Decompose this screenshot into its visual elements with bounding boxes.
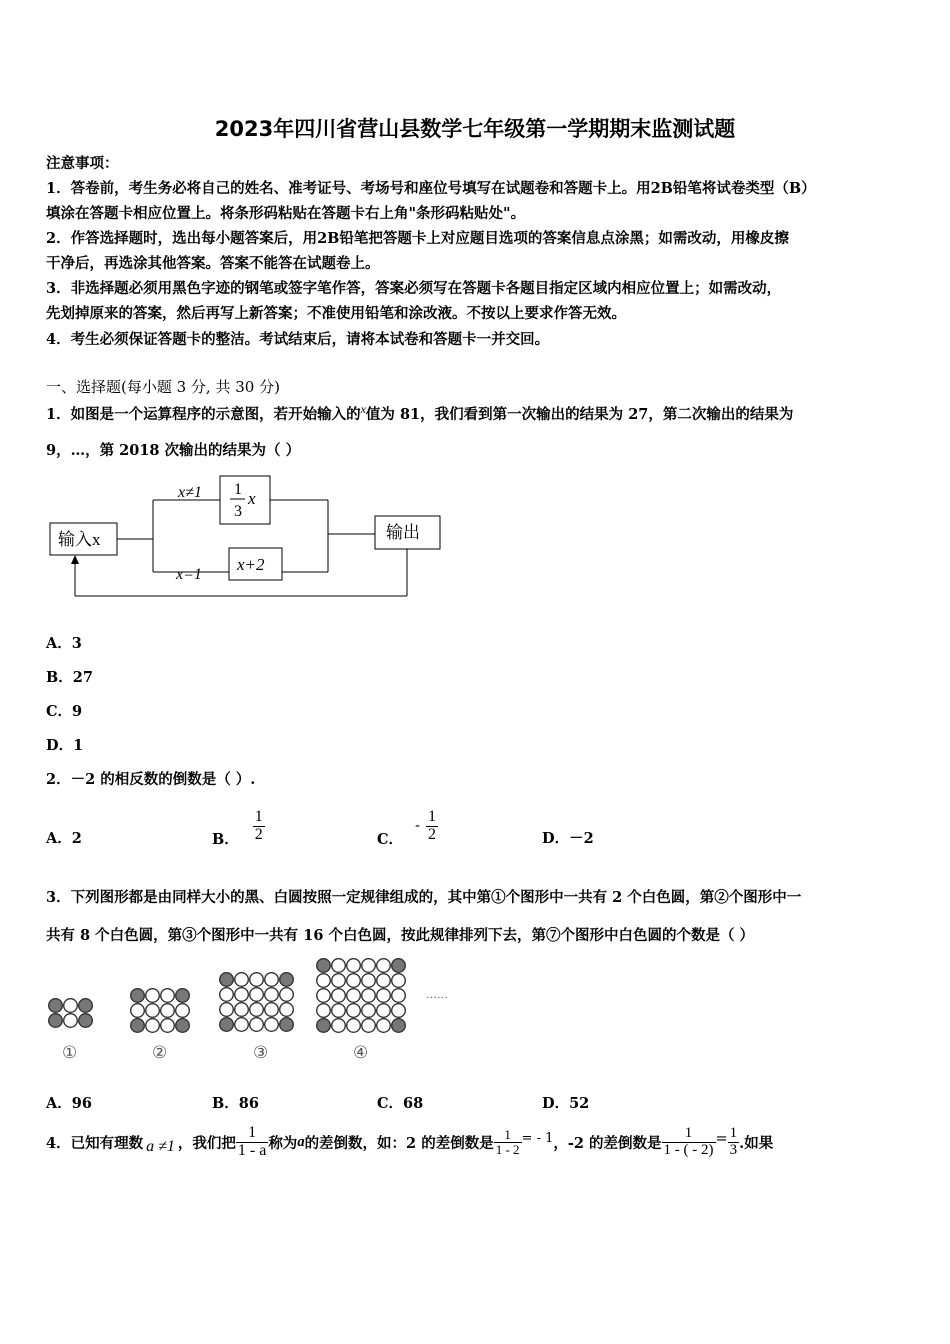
white-circle [332,1004,346,1018]
q2-option-a[interactable]: A．2 [46,830,82,847]
white-circle [317,1004,331,1018]
black-circle [49,999,63,1013]
black-circle [220,973,234,987]
q3-circle-patterns [40,950,470,1065]
frac-num: 1 [234,481,242,498]
output-label: 输出 [386,523,420,542]
notice-line: 4．考生必须保证答题卡的整洁。考试结束后，请将本试卷和答题卡一并交回。 [46,331,550,348]
black-circle [131,1019,145,1033]
white-circle [347,959,361,973]
q2-option-d[interactable]: D．－2 [542,830,594,847]
q2-stem: 2．－2 的相反数的倒数是（ ）. [46,771,256,788]
white-circle [146,1004,160,1018]
white-circle [362,959,376,973]
page-title: 2023年四川省营山县数学七年级第一学期期末监测试题 [214,117,736,141]
black-circle [49,1014,63,1028]
q2-option-b[interactable]: B． $\frac{1}{2}$ [212,807,263,848]
q3-option-d[interactable]: D．52 [542,1095,590,1112]
figure-label-3: ③ [253,1043,269,1062]
white-circle [392,989,406,1003]
q3-stem-line2: 共有 8 个白色圆，第③个图形中一共有 16 个白色圆，按此规律排列下去，第⑦个图形中白色圆的个数是（ ） [46,927,755,944]
white-circle [235,1003,249,1017]
white-circle [377,974,391,988]
white-circle [235,1018,249,1032]
q2-option-c[interactable]: C． - $\frac{1}{2}$ [377,807,436,848]
black-circle [79,1014,93,1028]
white-circle [347,989,361,1003]
add-label: x+2 [237,555,265,574]
white-circle [250,1018,264,1032]
q3-option-c[interactable]: C．68 [377,1095,424,1112]
white-circle [332,974,346,988]
black-circle [280,1018,294,1032]
frac-var: x [248,489,256,508]
black-circle [79,999,93,1013]
white-circle [332,1019,346,1033]
white-circle [161,989,175,1003]
black-circle [220,1018,234,1032]
white-circle [377,1004,391,1018]
white-circle [146,989,160,1003]
notice-line: 先划掉原来的答案，然后再写上新答案；不准使用铅笔和涂改液。不按以上要求作答无效。 [46,305,626,322]
ellipsis: …… [426,989,448,1001]
black-circle [131,989,145,1003]
white-circle [362,974,376,988]
white-circle [250,973,264,987]
white-circle [64,1014,78,1028]
notice-line: 1．答卷前，考生务必将自己的姓名、准考证号、考场号和座位号填写在试题卷和答题卡上。用2B铅笔将试卷类型（B） [46,180,816,197]
cond-top: x≠1 [178,484,202,501]
white-circle [220,988,234,1002]
white-circle [347,1004,361,1018]
cond-bottom: x=1 [176,566,202,583]
figure-label-2: ② [152,1043,168,1062]
notice-line: 干净后，再选涂其他答案。答案不能答在试题卷上。 [46,255,380,272]
black-circle [392,1019,406,1033]
divide-box [220,476,270,524]
white-circle [392,1004,406,1018]
section-heading: 一、选择题(每小题 3 分, 共 30 分) [46,378,280,396]
white-circle [250,1003,264,1017]
white-circle [265,1018,279,1032]
white-circle [377,989,391,1003]
q3-option-a[interactable]: A．96 [46,1095,92,1112]
q1-stem-line1: 1．如图是一个运算程序的示意图，若开始输入的$^x$值为 81，我们看到第一次输出的结果为 27，第二次输出的结果为 [46,402,794,423]
white-circle [332,959,346,973]
q1-option-a[interactable]: A．3 [46,635,82,652]
white-circle [161,1019,175,1033]
white-circle [377,1019,391,1033]
white-circle [131,1004,145,1018]
q1-option-d[interactable]: D．1 [46,737,84,754]
black-circle [280,973,294,987]
q4-stem: 4．已知有理数 a ≠1 ，我们把 $\frac{1}{1 - a}$ 称为 a 的差倒数，如：2 的差倒数是 $\frac{1}{1 - 2}$ = - 1 ，-2 的差倒数是 $\frac{1}{1 - ( - 2)}$ = $\frac{1}{3}$ .如果 [46,1124,774,1159]
white-circle [64,999,78,1013]
white-circle [161,1004,175,1018]
black-circle [317,959,331,973]
white-circle [235,973,249,987]
white-circle [362,1019,376,1033]
black-circle [392,959,406,973]
notice-line: 填涂在答题卡相应位置上。将条形码粘贴在答题卡右上角"条形码粘贴处"。 [46,205,526,222]
q1-option-c[interactable]: C．9 [46,703,83,720]
q1-flow-diagram [40,468,460,608]
white-circle [176,1004,190,1018]
white-circle [392,974,406,988]
black-circle [176,989,190,1003]
white-circle [235,988,249,1002]
var-x: x [360,402,366,416]
white-circle [317,989,331,1003]
white-circle [362,989,376,1003]
black-circle [317,1019,331,1033]
frac-den: 3 [234,503,242,520]
white-circle [265,973,279,987]
white-circle [362,1004,376,1018]
black-circle [176,1019,190,1033]
input-label: 输入x [58,530,101,549]
white-circle [377,959,391,973]
figure-label-1: ① [62,1043,78,1062]
notice-line: 3．非选择题必须用黑色字迹的钢笔或签字笔作答，答案必须写在答题卡各题目指定区域内相应位置上；如需改动， [46,280,782,297]
figure-label-4: ④ [353,1043,369,1062]
q1-stem-line2: 9，…，第 2018 次输出的结果为（ ） [46,442,301,459]
white-circle [265,1003,279,1017]
white-circle [146,1019,160,1033]
white-circle [347,974,361,988]
white-circle [332,989,346,1003]
white-circle [280,988,294,1002]
q3-option-b[interactable]: B．86 [212,1095,259,1112]
white-circle [265,988,279,1002]
notice-heading: 注意事项： [46,155,119,172]
notice-line: 2．作答选择题时，选出每小题答案后，用2B铅笔把答题卡上对应题目选项的答案信息点涂黑；如需改动，用橡皮擦 [46,230,789,247]
white-circle [220,1003,234,1017]
white-circle [347,1019,361,1033]
white-circle [317,974,331,988]
white-circle [280,1003,294,1017]
white-circle [250,988,264,1002]
q3-stem-line1: 3．下列图形都是由同样大小的黑、白圆按照一定规律组成的，其中第①个图形中一共有 2 个白色圆，第②个图形中一 [46,889,802,906]
q1-option-b[interactable]: B．27 [46,669,93,686]
